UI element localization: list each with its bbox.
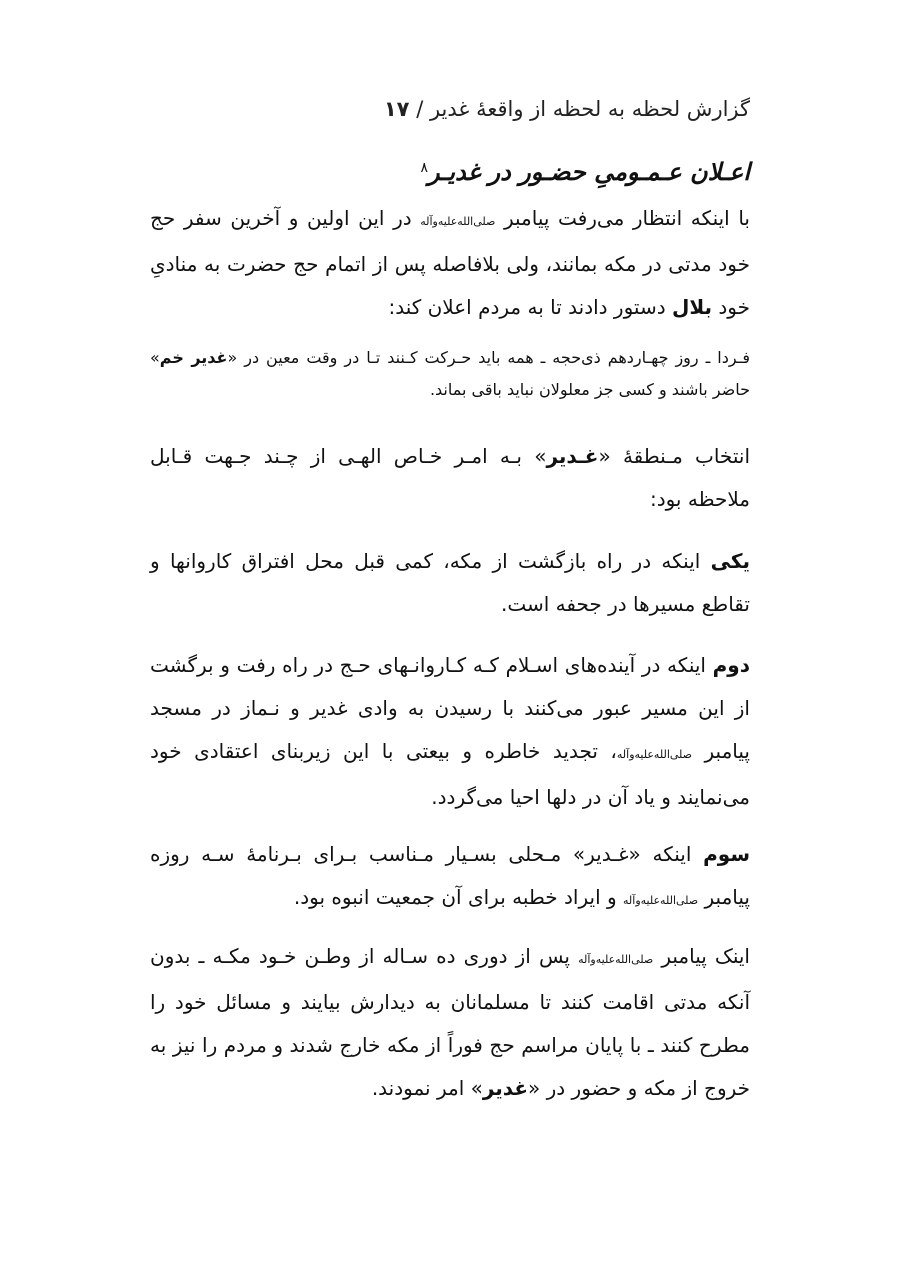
- bold-term: سوم: [703, 842, 750, 866]
- footnote-ref: ۸: [420, 160, 429, 176]
- bold-term: یکی: [710, 549, 750, 573]
- honorific: صلی‌الله‌علیه‌وآله: [578, 953, 654, 966]
- bold-term: غدیر خم: [159, 348, 228, 367]
- section-title: اعـلان عـمـومیِ حضـور در غدیـر: [428, 158, 750, 186]
- section-heading: [150, 152, 750, 192]
- paragraph-departure: اینک پیامبر صلی‌الله‌علیه‌وآله پس از دوری ده سـاله از وطـن خـود مکـه ـ بدون آنکه مدتی اقامت کنند تا مسلمانان به دیدارش بیایند و مسائل خود را مطرح کنند ـ با پایان مراسم حج فوراً از مکه خارج شدند و مردم را نیز به خروج از مکه و حضور در «غدیر» امر نمودند.: [150, 944, 750, 1100]
- honorific: صلی‌الله‌علیه‌وآله: [420, 215, 496, 228]
- paragraph-reason-one: یکی اینکه در راه بازگشت از مکه، کمی قبل محل افتراق کاروانها و تقاطع مسیرها در جحفه است.: [150, 549, 750, 616]
- bold-term: بلال: [671, 295, 713, 319]
- paragraph-announcement: با اینکه انتظار می‌رفت پیامبر صلی‌الله‌علیه‌وآله در این اولین و آخرین سفر حج خود مدتی در مکه بمانند، ولی بلافاصله پس از اتمام حج حضرت به منادیِ خود بلال دستور دادند تا به مردم اعلان کند:: [150, 206, 750, 319]
- paragraph-location-choice: انتخاب مـنطقهٔ «غـدیر» بـه امـر خـاص الهـی از چـند جـهت قـابل ملاحظه بود:: [150, 444, 750, 511]
- bold-term: غدیر: [482, 1076, 529, 1100]
- honorific: صلی‌الله‌علیه‌وآله: [616, 748, 693, 761]
- running-header: [150, 92, 750, 126]
- honorific: صلی‌الله‌علیه‌وآله: [623, 894, 699, 907]
- bold-term: غـدیر: [546, 444, 599, 468]
- header-title: گزارش لحظه به لحظه از واقعهٔ غدیر: [429, 97, 750, 121]
- quoted-announcement: فـردا ـ روز چهـاردهم ذی‌حجه ـ همه باید حـرکت کـنند تـا در وقت معین در «غدیر خم» حاضر باشند و کسی جز معلولان نباید باقی بماند.: [150, 348, 751, 399]
- book-page: [150, 0, 750, 1272]
- paragraph-reason-two: دوم اینکه در آینده‌های اسـلام کـه کـاروانـهای حـج در راه رفت و برگشت از این مسیر عبور می‌کنند با رسیدن به وادی غدیر و نـماز در مسجد پیامبر صلی‌الله‌علیه‌وآله، تجدید خاطره و بیعتی با این زیربنای اعتقادی خود می‌نمایند و یاد آن در دلها احیا می‌گردد.: [150, 653, 750, 809]
- header-separator: /: [416, 97, 424, 121]
- bold-term: دوم: [712, 653, 750, 677]
- page-number: ۱۷: [383, 97, 410, 121]
- paragraph-reason-three: سوم اینکه «غـدیر» مـحلی بسـیار مـناسب بـرای بـرنامهٔ سـه روزه پیامبر صلی‌الله‌علیه‌وآله و ایراد خطبه برای آن جمعیت انبوه بود.: [150, 842, 750, 909]
